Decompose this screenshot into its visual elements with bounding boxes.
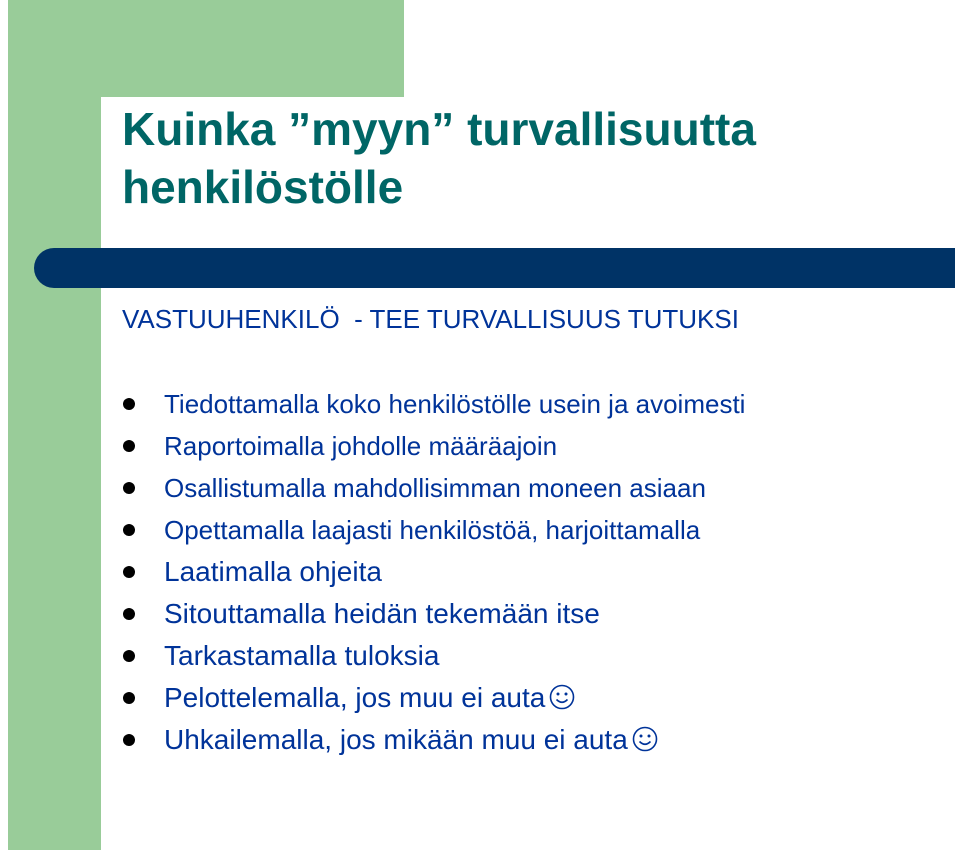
bullet-icon — [123, 608, 135, 620]
smiley-icon — [632, 726, 658, 752]
bullet-icon — [123, 650, 135, 662]
slide-title: Kuinka ”myyn” turvallisuutta henkilöstölle — [122, 103, 756, 213]
title-divider-bar — [34, 248, 955, 288]
bullet-icon — [123, 692, 135, 704]
bullet-icon — [123, 482, 135, 494]
smiley-icon — [549, 684, 575, 710]
bullet-text — [164, 677, 575, 719]
bullet-text: Raportoimalla johdolle määräajoin — [164, 431, 558, 461]
slide-subtitle: VASTUUHENKILÖ - TEE TURVALLISUUS TUTUKSI — [122, 304, 739, 334]
bullet-text: Osallistumalla mahdollisimman moneen asiaan — [164, 473, 706, 503]
bullet-text: Sitouttamalla heidän tekemään itse — [164, 598, 600, 629]
bullet-text: Tiedottamalla koko henkilöstölle usein ja avoimesti — [164, 389, 746, 419]
bullet-text — [164, 719, 658, 761]
bullet-text: Tarkastamalla tuloksia — [164, 640, 440, 671]
bullet-icon — [123, 398, 135, 410]
bullet-icon — [123, 566, 135, 578]
bullet-text: Opettamalla laajasti henkilöstöä, harjoittamalla — [164, 515, 701, 545]
bullet-label: Pelottelemalla, jos muu ei auta — [164, 682, 546, 713]
bullet-icon — [123, 440, 135, 452]
bullet-icon — [123, 734, 135, 746]
bullet-text: Laatimalla ohjeita — [164, 556, 382, 587]
green-decor-left — [8, 0, 101, 850]
bullet-icon — [123, 524, 135, 536]
bullet-label: Uhkailemalla, jos mikään muu ei auta — [164, 724, 628, 755]
